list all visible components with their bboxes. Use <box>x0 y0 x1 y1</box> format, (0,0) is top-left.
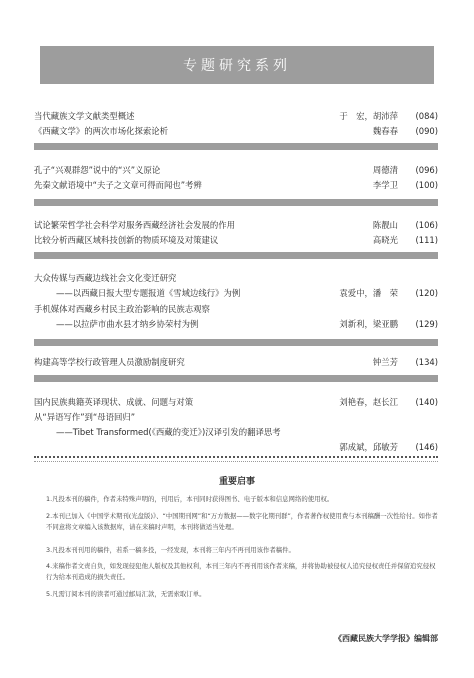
dotted-divider <box>34 461 438 462</box>
entry-author: 高晓光 <box>372 235 398 245</box>
entry-title: 手机媒体对西藏乡村民主政治影响的民族志观察 <box>34 304 210 314</box>
entry-title: 大众传媒与西藏边线社会文化变迁研究 <box>34 273 177 283</box>
entry-page: (096) <box>415 165 438 175</box>
section-divider <box>34 252 438 259</box>
dotted-divider <box>34 456 438 458</box>
section-divider <box>34 375 438 382</box>
entry-author: 李学卫 <box>372 180 398 190</box>
entry-page: (090) <box>415 126 438 136</box>
section-divider <box>34 339 438 346</box>
entry-subtitle: ——以拉萨市曲水县才纳乡协荣村为例 <box>56 319 199 329</box>
entry-author: 周德清 <box>372 165 398 175</box>
notice-item: 4.来稿作者文责自负，如发现侵犯他人版权及其他权利，本刊三年内不再刊用该作者来稿，并将协助被侵权人追究侵权责任并保留追究侵权行为给本刊造成的损失责任。 <box>46 562 436 581</box>
entry-title: 试论繁荣哲学社会科学对服务西藏经济社会发展的作用 <box>34 220 235 230</box>
entry-author: 刘新利，梁亚鹏 <box>339 319 398 329</box>
entry-title: 从“异语写作”到“母语回归” <box>34 412 136 422</box>
notice-item: 2.本刊已加入《中国学术期刊(光盘版)》、“中国期刊网”和“万方数据——数字化期刊群”，作者著作权使用费与本刊稿酬一次性给付。如作者不同意将文章编入该数据库，请在来稿时声明，本刊将做适当处理。 <box>46 512 438 531</box>
entry-title: 先秦文献语境中“夫子之文章可得而闻也”考辨 <box>34 180 202 190</box>
entry-page: (120) <box>415 288 438 298</box>
notice-item: 3.凡投本刊刊用的稿件，若系一稿多投，一经发现，本刊将三年内不再刊用该作者稿件。 <box>46 546 295 554</box>
entry-title: 《西藏文学》的两次市场化探索论析 <box>34 126 168 136</box>
entry-author: 魏春春 <box>372 126 398 136</box>
notice-item: 5.凡需订阅本刊的读者可通过邮局汇款，无需索取订单。 <box>46 590 206 598</box>
entry-page: (084) <box>415 111 438 121</box>
entry-author: 于 宏，胡沛萍 <box>339 111 398 121</box>
entry-subtitle: ——以西藏日报大型专题报道《雪域边线行》为例 <box>56 288 241 298</box>
notice-title: 重要启事 <box>218 477 255 487</box>
entry-author: 郭成斌，邱敏芳 <box>339 442 398 452</box>
entry-page: (111) <box>415 235 438 245</box>
entry-author: 陈靓山 <box>372 220 398 230</box>
section-header-title: 专题研究系列 <box>183 58 291 74</box>
entry-title: 国内民族典籍英译现状、成就、问题与对策 <box>34 397 194 407</box>
entry-subtitle: ——Tibet Transformed(《西藏的变迁》)汉译引发的翻译思考 <box>56 427 281 437</box>
entry-page: (100) <box>415 180 438 190</box>
entry-page: (140) <box>415 397 438 407</box>
entry-author: 刘艳春，赵长江 <box>339 397 398 407</box>
section-divider <box>34 143 438 150</box>
editorial-signature: 《西藏民族大学学报》编辑部 <box>334 634 438 643</box>
entry-title: 构建高等学校行政管理人员激励制度研究 <box>34 357 185 367</box>
section-header-band <box>40 46 434 84</box>
section-divider <box>34 199 438 206</box>
entry-author: 袁爱中，潘 荣 <box>339 288 398 298</box>
entry-title: 比较分析西藏区域科技创新的物质环境及对策建议 <box>34 235 219 245</box>
entry-page: (146) <box>415 442 438 452</box>
entry-page: (129) <box>415 319 438 329</box>
entry-author: 钟兰芳 <box>372 357 398 367</box>
entry-page: (134) <box>415 357 438 367</box>
entry-page: (106) <box>415 220 438 230</box>
notice-item: 1.凡投本刊的稿件，作者未特殊声明的，刊用后，本刊同时获得图书、电子版本和信息网络的使用权。 <box>46 495 334 503</box>
entry-title: 当代藏族文学文献类型概述 <box>34 111 135 121</box>
entry-title: 孔子“兴观群怨”说中的“兴”义原论 <box>34 165 161 175</box>
